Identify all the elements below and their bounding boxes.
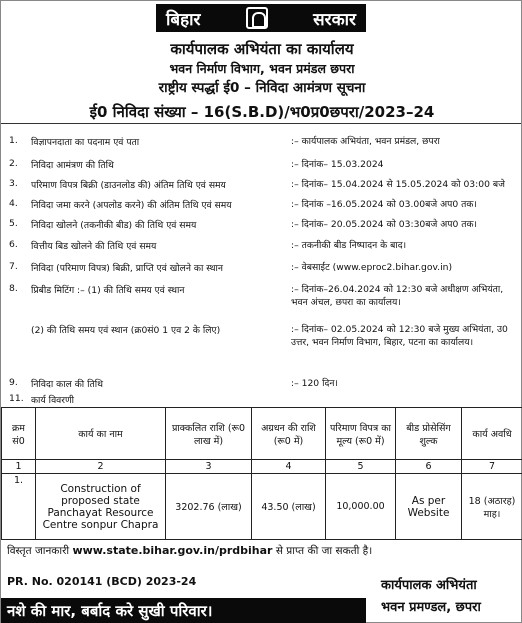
table-header-cell: बीड प्रोसेसिंग शुल्क: [396, 408, 462, 460]
slogan-banner: नशे की मार, बर्बाद करे सुखी परिवार।: [1, 598, 366, 623]
pr-number: PR. No. 020141 (BCD) 2023-24: [7, 575, 197, 588]
website-link[interactable]: www.state.bihar.gov.in/prdbihar: [72, 544, 273, 557]
office-title: कार्यपालक अभियंता का कार्यालय: [170, 40, 354, 58]
table-header-cell: अग्रधन की राशि (रू0 में): [252, 408, 326, 460]
banner-right-text: सरकार: [313, 9, 356, 30]
emblem-icon: [246, 7, 268, 29]
table-header-cell: परिमाण विपत्र का मूल्य (रू0 में): [326, 408, 396, 460]
notice-title: राष्ट्रीय स्पर्द्धा ई0 – निविदा आमंत्रण सूचना: [158, 80, 366, 96]
table-cell: Construction of proposed state Panchayat Resource Centre sonpur Chapra: [36, 474, 166, 540]
table-row: [2, 474, 522, 540]
table-cell: 1.: [2, 474, 36, 540]
table-header-cell: प्राक्कलित राशि (रू0 लाख में): [166, 408, 252, 460]
table-header-cell: कार्य अवधि: [462, 408, 522, 460]
tender-number: ई0 निविदा संख्या – 16(S.B.D)/भ0प्र0छपरा/2023–24: [89, 103, 435, 121]
table-cell: As per Website: [396, 474, 462, 540]
table-cell: 6: [396, 460, 462, 474]
table-header-cell: कार्य का नाम: [36, 408, 166, 460]
table-cell: 2: [36, 460, 166, 474]
table-cell: 10,000.00: [326, 474, 396, 540]
department-line: भवन निर्माण विभाग, भवन प्रमंडल छपरा: [169, 61, 355, 76]
table-cell: 3: [166, 460, 252, 474]
footnote: विस्तृत जानकारी www.state.bihar.gov.in/prdbihar से प्राप्त की जा सकती है।: [7, 544, 373, 557]
table-index-row: [2, 460, 522, 474]
work-details-table: [1, 407, 522, 540]
table-header-row: [2, 408, 522, 460]
table-cell: 3202.76 (लाख): [166, 474, 252, 540]
table-cell: 5: [326, 460, 396, 474]
table-cell: 4: [252, 460, 326, 474]
table-cell: 1: [2, 460, 36, 474]
header-divider: [1, 123, 521, 124]
table-cell: 7: [462, 460, 522, 474]
signature-line-1: कार्यपालक अभियंता: [381, 578, 477, 593]
table-header-cell: क्रम सं0: [2, 408, 36, 460]
banner-left-text: बिहार: [166, 9, 201, 30]
table-cell: 43.50 (लाख): [252, 474, 326, 540]
table-cell: 18 (अठारह) माह।: [462, 474, 522, 540]
signature-line-2: भवन प्रमण्डल, छपरा: [381, 600, 481, 615]
tender-notice-page: बिहार सरकार कार्यपालक अभियंता का कार्यालय भवन निर्माण विभाग, भवन प्रमंडल छपरा राष्ट्रीय स्पर्द्धा ई0 – निविदा आमंत्रण सूचना ई0 निविदा संख्या – 16(S.B.D)/भ0प्र0छपरा/2023–24 1. विज्ञापनदाता का पदनाम एवं पता :– कार्यपालक अभियंता, भवन प्रमंडल, छपरा 2. निविदा आमंत्रण की तिथि :– दिनांक– 15.03.2024 3. परिमाण विपत्र बिक्री (डाउनलोड की) अंतिम तिथि एवं समय :– दिनांक– 15.04.2024 से 15.05.2024 को 03:00 बजे 4. निविदा जमा करने (अपलोड करने) की अंतिम तिथि एवं समय :– दिनांक –16.05.2024 को 03.00बजे अप0 तक। 5. निविदा खोलने (तकनीकी बीड) की तिथि एवं समय :– दिनांक– 20.05.2024 को 03:30बजे अप0 तक। 6. वित्तीय बिड खोलने की तिथि एवं समय :– तकनीकी बीड निष्पादन के बाद। 7. निविदा (परिमाण विपत्र) बिक्री, प्राप्ति एवं खोलने का स्थान :– वेबसाईट (www.eproc2.bihar.gov.in) 8. प्रिबीड मिटिंग :– (1) की तिथि समय एवं स्थान :– दिनांक–26.04.2024 को 12:30 बजे अधीक्षण अभियंता, भवन अंचल, छपरा का कार्यालय। (2) की तिथि समय एवं स्थान (क्र0सं0 1 एव 2 के लिए) :– दिनांक– 02.05.2024 को 12:30 बजे मुख्य अभियंता, उ0 उत्तर, भवन निर्माण विभाग, बिहार, पटना का कार्यालय। 9. निविदा काल की तिथि :– 120 दिन। 11. कार्य विवरणी क्रम सं0 कार्य का नाम प्राक्कलित राशि (रू0 लाख में) अग्रधन की राशि (रू0 में) परिमाण विपत्र का मूल्य (रू0 में) बीड प्रोसेसिंग शुल्क कार्य अवधि 1 2 3 4 5 6 7 1. Construction of proposed state Panchayat Resource Centre sonpur Chapra 3202.76 (लाख) 43.50 (लाख) 10,000.00 As per Website 18 (अठारह) माह। विस्तृत जानकारी www.state.bihar.gov.in/prdbihar से प्राप्त की जा सकती है। PR. No. 020141 (BCD) 2023-24 कार्यपालक अभियंता भवन प्रमण्डल, छपरा नशे की मार, बर्बाद करे सुखी परिवार।: [0, 0, 522, 623]
bihar-sarkar-banner: [156, 4, 366, 32]
